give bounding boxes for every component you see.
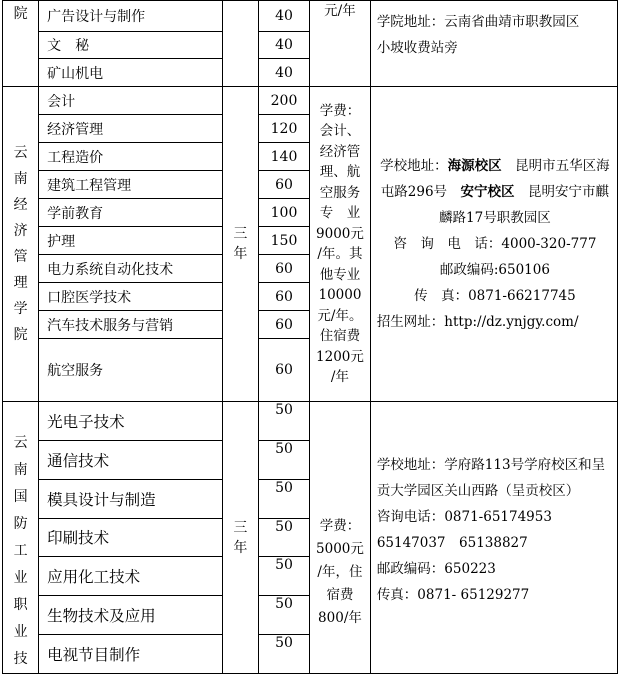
table-row [3,1,618,32]
school-name-char: 业 [13,570,28,586]
phone [377,504,613,530]
phone-number-2: 65147037 65138827 [376,535,528,551]
campus-haiyuan: 海源校区 [447,158,502,174]
fee-line: 5000元 [316,541,364,557]
school-info-cell [370,87,617,402]
fee-text: 元/年 [324,3,356,19]
table-row [3,402,618,441]
school-name-char: 理 [13,275,28,291]
info-line: 小坡收费站旁 [376,40,458,56]
years-cell [222,1,258,87]
table-row [3,87,618,115]
fee-line: 1200元 [316,348,364,365]
address-anning: 昆明安宁市麒麟路17号职教园区 [439,184,610,226]
admissions-table [2,0,618,674]
major-name: 印刷技术 [39,518,223,557]
study-years [223,518,258,558]
school-info-cell [370,1,617,87]
plan-count: 120 [258,115,309,143]
major-name: 应用化工技术 [39,557,223,596]
plan-count: 100 [258,199,309,227]
fee-line: 10000 [318,287,362,303]
school-name-char: 学 [13,301,28,317]
plan-count: 60 [258,311,309,339]
school-name-char: 技 [13,651,28,667]
school-name-char: 管 [13,249,28,265]
major-name: 生物技术及应用 [39,596,223,635]
plan-count: 50 [258,402,309,441]
campus-anning: 安宁校区 [460,184,515,200]
school-name [3,140,38,348]
school-name-char: 院 [13,327,28,343]
major-name: 口腔医学技术 [39,283,223,311]
school-info-cell [370,402,617,674]
plan-count: 50 [258,635,309,674]
fee-cell [310,1,371,87]
plan-count: 60 [258,171,309,199]
school-name-char: 南 [13,171,28,187]
years-cell [222,402,258,674]
school-name-cell [3,1,39,87]
plan-count: 200 [258,87,309,115]
fee-line: 9000元 [316,225,364,242]
plan-count: 50 [258,596,309,635]
major-name: 护理 [39,227,223,255]
table-body [3,1,618,674]
school-name-char: 院 [13,6,28,22]
major-name: 经济管理 [39,115,223,143]
fee-line: 经济管 [319,143,361,160]
study-years [223,224,258,264]
address-label: 学校地址： [380,158,448,174]
plan-count: 40 [258,59,309,87]
fee-line: /年。其 [317,246,363,262]
postcode: 邮政编码:650106 [439,262,550,278]
major-name: 模具设计与制造 [39,479,223,518]
info-block [377,402,613,608]
plan-count: 40 [258,1,309,32]
major-name: 通信技术 [39,440,223,479]
school-name-char: 南 [13,462,28,478]
major-name: 矿山机电 [39,59,223,87]
fee-text [310,101,370,388]
fee-line: 学费： [319,102,361,119]
major-name: 建筑工程管理 [39,171,223,199]
study-years-char: 年 [233,246,248,262]
study-years-char: 三 [233,226,248,242]
school-name-cell [3,87,39,402]
school-name-char: 云 [13,435,28,451]
address-haiyuan: 昆明市五华区海屯路296号 [380,158,610,200]
school-name-char: 云 [13,145,28,161]
plan-count: 150 [258,227,309,255]
major-name: 光电子技术 [39,402,223,441]
info-line: 学院地址：云南省曲靖市职教园区 [376,14,580,30]
fee-line: 800/年 [318,610,362,626]
fee-line: 会计、 [319,123,361,139]
school-name-char: 济 [13,223,28,239]
years-cell [222,87,258,402]
plan-count: 50 [258,479,309,518]
plan-count: 60 [258,255,309,283]
fee-line: 专 业 [319,205,361,221]
plan-count: 140 [258,143,309,171]
address: 学校地址：学府路113号学府校区和呈贡大学园区关山西路（呈贡校区） [376,457,606,499]
address [377,153,613,231]
school-name [3,430,38,673]
study-years-char: 年 [233,539,248,556]
phone-label: 咨询电话： [376,509,445,525]
fax: 传 真：0871-66217745 [414,288,576,304]
fee-line: 学费： [319,518,361,534]
major-name: 工程造价 [39,143,223,171]
fee-line: 理、航 [319,164,361,180]
fee-text [310,445,370,630]
major-name: 航空服务 [39,339,223,402]
plan-count: 60 [258,339,309,402]
info-block [377,153,613,335]
school-name-char: 职 [13,597,28,613]
fee-line: /年，住 [317,564,363,580]
fax: 传真：0871- 65129277 [376,587,530,603]
plan-count: 60 [258,283,309,311]
info-block [377,1,613,61]
school-name-char: 经 [13,197,28,213]
fee-line: 空服务 [319,184,361,201]
website: 招生网址：http://dz.ynjgy.com/ [376,314,579,330]
major-name: 电视节目制作 [39,635,223,674]
school-name-cell [3,402,39,674]
fee-line: 元/年。 [317,307,363,324]
postcode: 邮政编码：650223 [376,561,496,577]
plan-count: 40 [258,32,309,59]
fee-line: 宿费 [326,587,354,603]
plan-count: 50 [258,518,309,557]
major-name: 文 秘 [39,32,223,59]
school-name-wrap [3,402,38,673]
fee-cell [310,402,371,674]
school-name-char: 工 [13,543,28,559]
school-name-char: 国 [13,489,28,505]
school-name [3,1,38,27]
major-name: 电力系统自动化技术 [39,255,223,283]
phone: 咨 询 电 话：4000-320-777 [393,236,597,252]
fee-line: 住宿费 [319,328,361,344]
major-name: 汽车技术服务与营销 [39,311,223,339]
major-name: 学前教育 [39,199,223,227]
phone-number-1: 0871-65174953 [444,509,552,525]
plan-count: 50 [258,440,309,479]
major-name: 广告设计与制作 [39,1,223,32]
fee-line: /年 [330,369,349,385]
school-name-char: 防 [13,516,28,532]
major-name: 会计 [39,87,223,115]
fee-cell [310,87,371,402]
school-name-char: 业 [13,624,28,640]
plan-count: 50 [258,557,309,596]
study-years-char: 三 [233,519,248,536]
fee-line: 他专业 [319,266,361,283]
